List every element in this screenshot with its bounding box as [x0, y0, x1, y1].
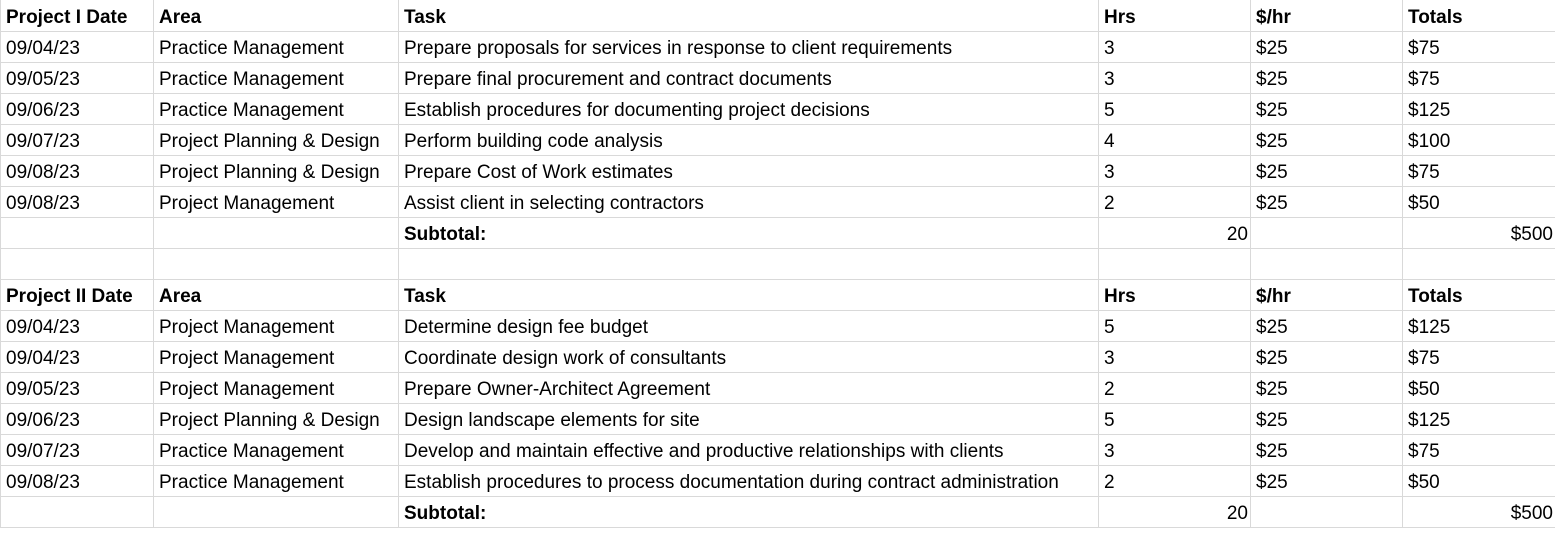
- cell-total[interactable]: $125: [1403, 310, 1555, 341]
- cell-area[interactable]: Project Management: [154, 341, 399, 372]
- empty-cell[interactable]: [1251, 217, 1403, 248]
- cell-date[interactable]: 09/04/23: [1, 31, 154, 62]
- table-row: [1, 186, 1555, 217]
- table-row: [1, 403, 1555, 434]
- header-cell-rate[interactable]: $/hr: [1251, 0, 1403, 31]
- cell-task[interactable]: Establish procedures to process documentation during contract administration: [399, 465, 1099, 496]
- header-cell-hrs[interactable]: Hrs: [1099, 0, 1251, 31]
- header-cell-date[interactable]: Project II Date: [1, 279, 154, 310]
- header-cell-task[interactable]: Task: [399, 279, 1099, 310]
- header-cell-area[interactable]: Area: [154, 279, 399, 310]
- empty-cell[interactable]: [1, 217, 154, 248]
- cell-total[interactable]: $75: [1403, 434, 1555, 465]
- cell-total[interactable]: $100: [1403, 124, 1555, 155]
- cell-task[interactable]: Prepare final procurement and contract documents: [399, 62, 1099, 93]
- cell-total[interactable]: $75: [1403, 155, 1555, 186]
- cell-area[interactable]: Project Planning & Design: [154, 155, 399, 186]
- cell-total[interactable]: $125: [1403, 403, 1555, 434]
- cell-rate[interactable]: $25: [1251, 186, 1403, 217]
- cell-task[interactable]: Prepare Cost of Work estimates: [399, 155, 1099, 186]
- cell-total[interactable]: $50: [1403, 372, 1555, 403]
- cell-date[interactable]: 09/07/23: [1, 434, 154, 465]
- cell-date[interactable]: 09/06/23: [1, 93, 154, 124]
- cell-area[interactable]: Practice Management: [154, 31, 399, 62]
- cell-date[interactable]: 09/05/23: [1, 372, 154, 403]
- empty-cell[interactable]: [1099, 248, 1251, 279]
- cell-date[interactable]: 09/05/23: [1, 62, 154, 93]
- cell-hrs[interactable]: 3: [1099, 341, 1251, 372]
- header-cell-hrs[interactable]: Hrs: [1099, 279, 1251, 310]
- cell-rate[interactable]: $25: [1251, 372, 1403, 403]
- empty-cell[interactable]: [154, 248, 399, 279]
- empty-cell[interactable]: [1251, 496, 1403, 527]
- cell-total[interactable]: $75: [1403, 341, 1555, 372]
- header-cell-totals[interactable]: Totals: [1403, 0, 1555, 31]
- cell-area[interactable]: Practice Management: [154, 465, 399, 496]
- header-cell-rate[interactable]: $/hr: [1251, 279, 1403, 310]
- cell-rate[interactable]: $25: [1251, 403, 1403, 434]
- cell-rate[interactable]: $25: [1251, 310, 1403, 341]
- cell-hrs[interactable]: 4: [1099, 124, 1251, 155]
- table-row: [1, 31, 1555, 62]
- subtotal-label[interactable]: Subtotal:: [399, 217, 1099, 248]
- empty-cell[interactable]: [1403, 248, 1555, 279]
- cell-total[interactable]: $50: [1403, 186, 1555, 217]
- table-row: [1, 372, 1555, 403]
- cell-rate[interactable]: $25: [1251, 155, 1403, 186]
- subtotal-label[interactable]: Subtotal:: [399, 496, 1099, 527]
- project1-header-row: [1, 0, 1555, 31]
- cell-date[interactable]: 09/08/23: [1, 465, 154, 496]
- cell-date[interactable]: 09/06/23: [1, 403, 154, 434]
- table-row: [1, 341, 1555, 372]
- cell-rate[interactable]: $25: [1251, 465, 1403, 496]
- cell-hrs[interactable]: 2: [1099, 372, 1251, 403]
- table-row: [1, 62, 1555, 93]
- cell-rate[interactable]: $25: [1251, 341, 1403, 372]
- cell-task[interactable]: Determine design fee budget: [399, 310, 1099, 341]
- cell-hrs[interactable]: 3: [1099, 31, 1251, 62]
- cell-date[interactable]: 09/08/23: [1, 155, 154, 186]
- cell-hrs[interactable]: 5: [1099, 310, 1251, 341]
- cell-hrs[interactable]: 2: [1099, 186, 1251, 217]
- cell-date[interactable]: 09/04/23: [1, 341, 154, 372]
- subtotal-total[interactable]: $500: [1403, 217, 1555, 248]
- empty-cell[interactable]: [154, 217, 399, 248]
- empty-cell[interactable]: [1251, 248, 1403, 279]
- subtotal-hrs[interactable]: 20: [1099, 496, 1251, 527]
- project1-subtotal-row: [1, 217, 1555, 248]
- cell-date[interactable]: 09/07/23: [1, 124, 154, 155]
- cell-hrs[interactable]: 5: [1099, 403, 1251, 434]
- blank-row: [1, 248, 1555, 279]
- cell-task[interactable]: Prepare Owner-Architect Agreement: [399, 372, 1099, 403]
- cell-task[interactable]: Coordinate design work of consultants: [399, 341, 1099, 372]
- cell-area[interactable]: Project Planning & Design: [154, 403, 399, 434]
- cell-task[interactable]: Design landscape elements for site: [399, 403, 1099, 434]
- cell-rate[interactable]: $25: [1251, 124, 1403, 155]
- cell-total[interactable]: $75: [1403, 31, 1555, 62]
- cell-area[interactable]: Project Management: [154, 186, 399, 217]
- cell-area[interactable]: Practice Management: [154, 62, 399, 93]
- cell-rate[interactable]: $25: [1251, 31, 1403, 62]
- cell-date[interactable]: 09/04/23: [1, 310, 154, 341]
- cell-hrs[interactable]: 2: [1099, 465, 1251, 496]
- cell-total[interactable]: $50: [1403, 465, 1555, 496]
- table-row: [1, 93, 1555, 124]
- cell-hrs[interactable]: 5: [1099, 93, 1251, 124]
- table-row: [1, 434, 1555, 465]
- cell-total[interactable]: $75: [1403, 62, 1555, 93]
- cell-area[interactable]: Practice Management: [154, 434, 399, 465]
- table-row: [1, 465, 1555, 496]
- table-row: [1, 310, 1555, 341]
- cell-rate[interactable]: $25: [1251, 93, 1403, 124]
- cell-total[interactable]: $125: [1403, 93, 1555, 124]
- cell-hrs[interactable]: 3: [1099, 62, 1251, 93]
- project2-header-row: [1, 279, 1555, 310]
- cell-task[interactable]: Assist client in selecting contractors: [399, 186, 1099, 217]
- cell-task[interactable]: Prepare proposals for services in response to client requirements: [399, 31, 1099, 62]
- subtotal-total[interactable]: $500: [1403, 496, 1555, 527]
- cell-rate[interactable]: $25: [1251, 62, 1403, 93]
- cell-area[interactable]: Project Planning & Design: [154, 124, 399, 155]
- cell-task[interactable]: Establish procedures for documenting project decisions: [399, 93, 1099, 124]
- project2-subtotal-row: [1, 496, 1555, 527]
- empty-cell[interactable]: [399, 248, 1099, 279]
- cell-task[interactable]: Develop and maintain effective and productive relationships with clients: [399, 434, 1099, 465]
- header-cell-task[interactable]: Task: [399, 0, 1099, 31]
- cell-area[interactable]: Practice Management: [154, 93, 399, 124]
- header-cell-date[interactable]: Project I Date: [1, 0, 154, 31]
- empty-cell[interactable]: [1, 248, 154, 279]
- cell-task[interactable]: Perform building code analysis: [399, 124, 1099, 155]
- subtotal-hrs[interactable]: 20: [1099, 217, 1251, 248]
- empty-cell[interactable]: [154, 496, 399, 527]
- cell-area[interactable]: Project Management: [154, 372, 399, 403]
- cell-hrs[interactable]: 3: [1099, 155, 1251, 186]
- cell-date[interactable]: 09/08/23: [1, 186, 154, 217]
- cell-hrs[interactable]: 3: [1099, 434, 1251, 465]
- header-cell-area[interactable]: Area: [154, 0, 399, 31]
- cell-area[interactable]: Project Management: [154, 310, 399, 341]
- header-cell-totals[interactable]: Totals: [1403, 279, 1555, 310]
- cell-rate[interactable]: $25: [1251, 434, 1403, 465]
- table-row: [1, 124, 1555, 155]
- table-row: [1, 155, 1555, 186]
- empty-cell[interactable]: [1, 496, 154, 527]
